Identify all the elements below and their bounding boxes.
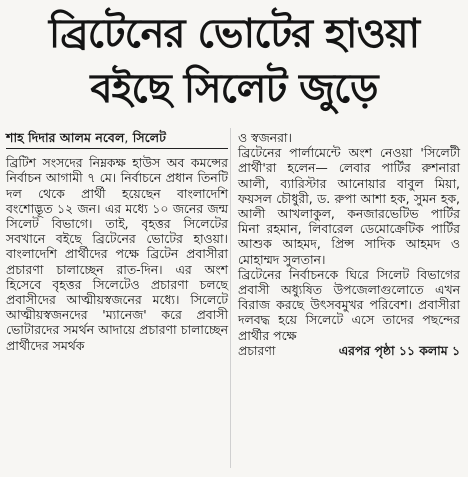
article-paragraph: ও স্বজনরা। bbox=[238, 130, 292, 145]
article-paragraph: ব্রিটেনের নির্বাচনকে ঘিরে সিলেট বিভাগের প্রবাসী অধ্যুষিত উপজেলাগুলোতে এখন বিরাজ করছে উৎসবমুখর পরিবেশ। প্রবাসীরা দলবদ্ধ হয়ে সিলেটে এসে তাদের পছন্দের প্রার্থীর পক্ষে bbox=[238, 266, 460, 343]
continuation-reference: এরপর পৃষ্ঠা ১১ কলাম ১ bbox=[338, 342, 460, 358]
headline-line-2: বইছে সিলেট জুড়ে bbox=[90, 66, 378, 112]
byline bbox=[6, 130, 228, 149]
continuation-line bbox=[238, 343, 460, 358]
byline-author: শাহ দিদার আলম নবেল bbox=[6, 130, 125, 145]
article-column-left bbox=[6, 130, 228, 353]
column-divider bbox=[230, 128, 231, 468]
last-line-word: প্রচারণা bbox=[238, 342, 276, 358]
headline bbox=[0, 0, 468, 122]
headline-line-1: ব্রিটেনের ভোটের হাওয়া bbox=[48, 11, 420, 57]
article-column-right bbox=[238, 130, 460, 358]
article-paragraph: ব্রিটেনের পার্লামেন্টে অংশ নেওয়া 'সিলেটী প্রার্থী'রা হলেন— লেবার পার্টির রুশনারা আলী, ব্যারিস্টার আনোয়ার বাবুল মিয়া, ফয়সল চৌধুরী, ড. রুপা আশা হক, সুমন হক, আলী আখলাকুল, কনজারভেটিভ পার্টির মিনা রহমান, লিবারেল ডেমোক্রেটিক পার্টির আশুক আহমদ, প্রিন্স সাদিক আহমদ ও মোহাম্মদ সুলতান। bbox=[238, 145, 460, 267]
article-paragraph: ব্রিটিশ সংসদের নিম্নকক্ষ হাউস অব কমন্সের নির্বাচন আগামী ৭ মে। নির্বাচনে প্রধান তিনটি দল থেকে প্রার্থী হয়েছেন বাংলাদেশি বংশোদ্ভূত ১২ জন। এর মধ্যে ১০ জনের জন্ম সিলেট বিভাগে। তাই, বৃহত্তর সিলেটের সবখানে বইছে ব্রিটেনের ভোটের হাওয়া। বাংলাদেশি প্রার্থীদের পক্ষে ব্রিটেন প্রবাসীরা প্রচারণা চালাচ্ছেন রাত-দিন। এর অংশ হিসেবে বৃহত্তর সিলেটেও প্রচারণা চলছে প্রবাসীদের আত্মীয়স্বজনের মধ্যে। সিলেটে আত্মীয়স্বজনদের 'ম্যানেজ' করে প্রবাসী ভোটারদের সমর্থন আদায়ে প্রচারণা চালাচ্ছেন প্রার্থীদের সমর্থক bbox=[6, 155, 228, 353]
byline-location: সিলেট bbox=[132, 130, 166, 145]
byline-separator: , bbox=[124, 130, 129, 145]
